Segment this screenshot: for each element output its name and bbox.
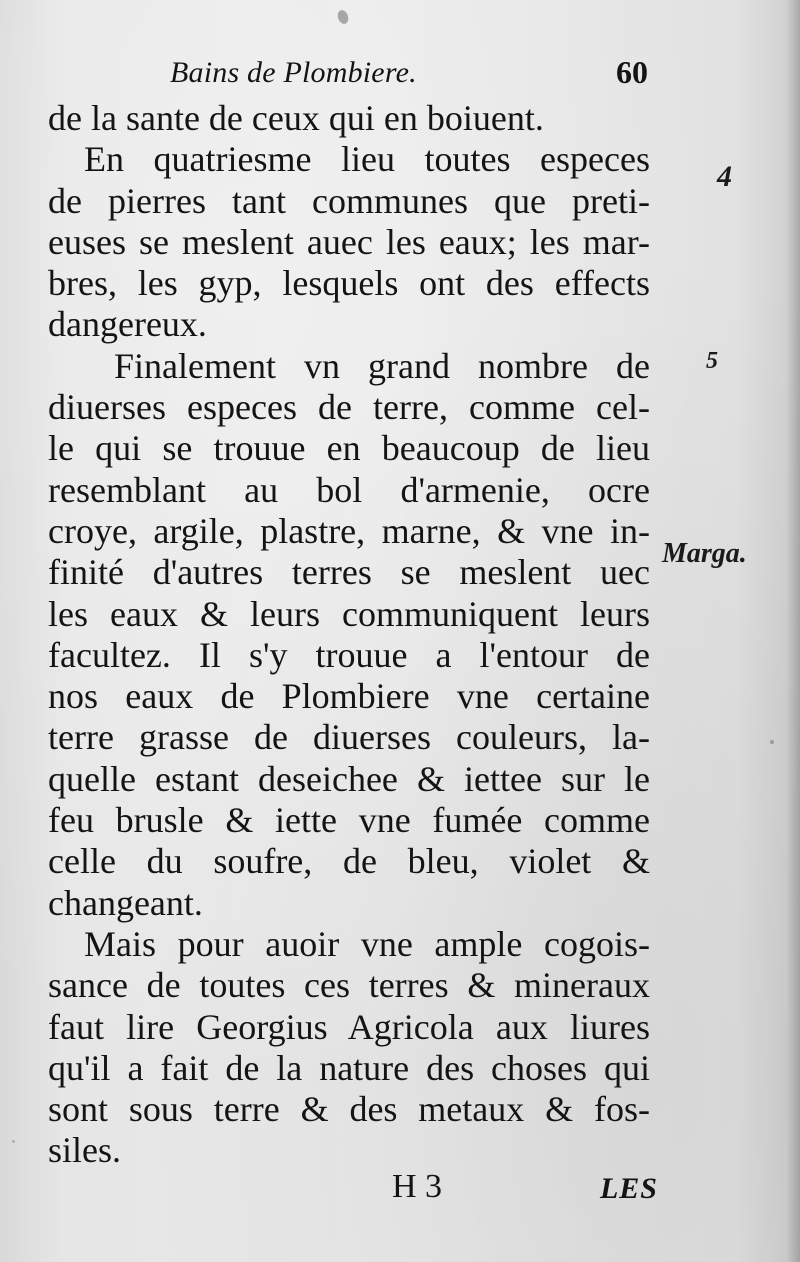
text-line: dangereux. [48,304,207,345]
page-number: 60 [616,54,648,90]
text-line: qu'il a fait de la nature des choses qui [48,1047,650,1088]
text-line: sance de toutes ces terres & mineraux [48,965,650,1006]
catchword: LES [599,1172,658,1205]
text-line: Mais pour auoir vne ample cogois- [84,923,650,964]
body-text [48,98,650,1172]
text-line: resemblant au bol d'armenie, ocre [48,469,650,510]
running-head: Bains de Plombiere. [170,56,417,89]
text-line: de pierres tant communes que preti- [48,180,650,221]
text-line: siles. [48,1130,122,1171]
text-line: celle du soufre, de bleu, violet & [48,841,650,882]
text-line: les eaux & leurs communiquent leurs [48,593,650,634]
marginal-note-5: 5 [706,348,718,374]
marginal-note-marga: Marga. [662,538,747,569]
text-line: diuerses especes de terre, comme cel- [48,387,650,428]
page-header [48,52,658,100]
ink-speck [770,740,774,744]
text-line: euses se meslent auec les eaux; les mar- [48,221,650,262]
text-line: bres, les gyp, lesquels ont des effects [48,263,650,304]
text-line: terre grasse de diuerses couleurs, la- [48,717,650,758]
marginal-note-4: 4 [717,160,732,193]
text-line: croye, argile, plastre, marne, & vne in- [48,510,650,551]
text-line: finité d'autres terres se meslent uec [48,552,650,593]
text-line: de la sante de ceux qui en boiuent. [48,98,544,138]
text-line: nos eaux de Plombiere vne certaine [48,676,650,717]
text-line: feu brusle & iette vne fumée comme [48,800,650,841]
text-line: facultez. Il s'y trouue a l'entour de [48,634,650,675]
text-line: Finalement vn grand nombre de [114,345,650,386]
text-line: sont sous terre & des metaux & fos- [48,1089,650,1130]
text-line: quelle estant deseichee & iettee sur le [48,758,650,799]
signature-mark: H 3 [392,1168,443,1205]
text-line: En quatriesme lieu toutes especes [84,139,650,180]
page-edge-shadow [786,0,800,1262]
page-footer [48,1168,658,1208]
text-line: changeant. [48,882,203,923]
ink-speck [12,1140,15,1143]
text-line: faut lire Georgius Agricola aux liures [48,1006,650,1047]
ink-blot [336,9,350,26]
text-line: le qui se trouue en beaucoup de lieu [48,428,650,469]
